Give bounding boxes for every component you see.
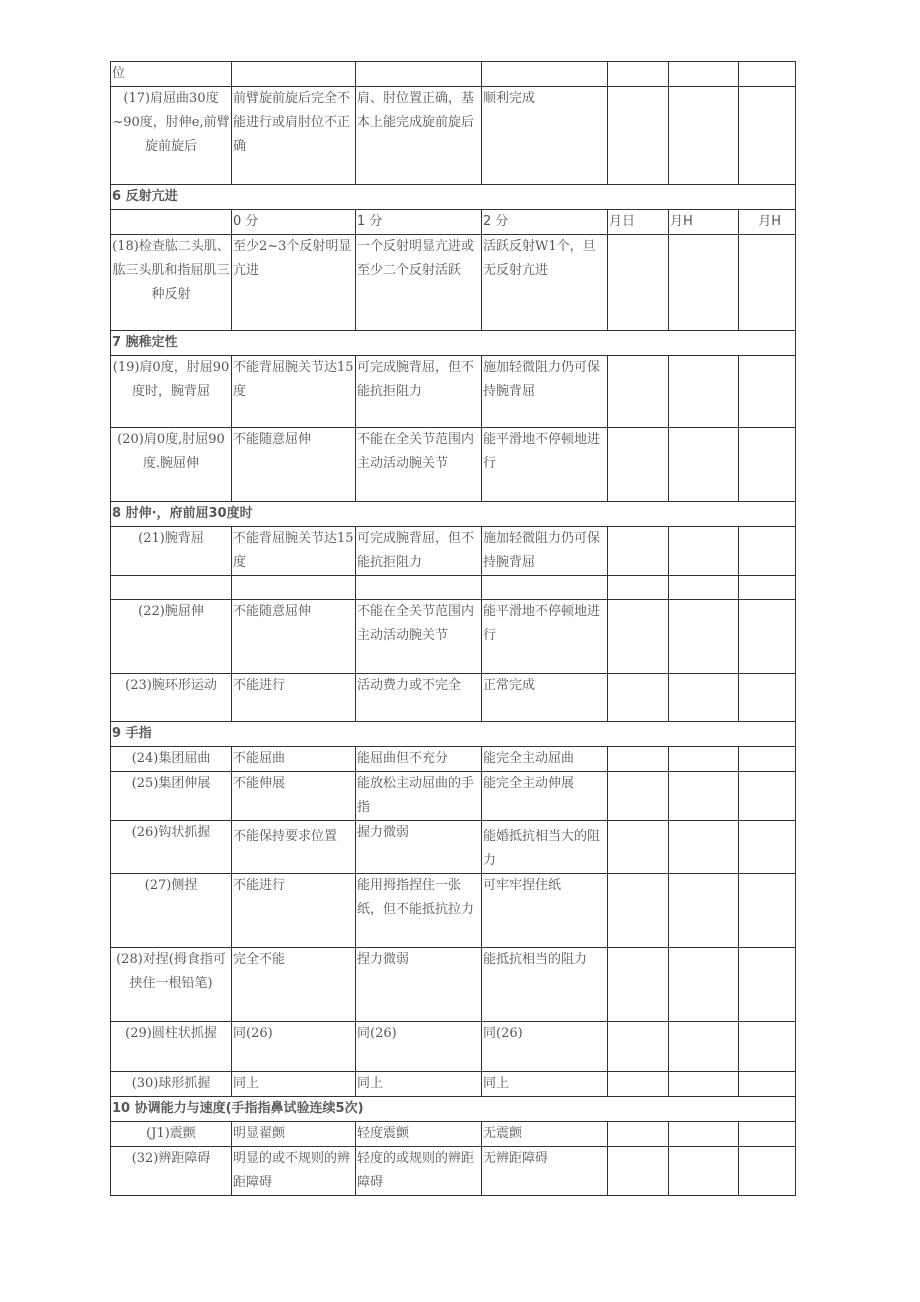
assessment-table xyxy=(110,61,796,1196)
section-title: 10 协调能力与速度(手指指鼻试验连续5次) xyxy=(111,1097,796,1122)
score0-cell: 不能伸展 xyxy=(232,772,356,821)
score1-cell: 肩、肘位置正确，基本上能完成旋前旋后 xyxy=(356,87,482,185)
score1-cell: 活动费力或不完全 xyxy=(356,674,482,722)
score0-cell: 至少2~3个反射明显亢进 xyxy=(232,235,356,331)
score1-cell: 可完成腕背屈，但不能抗拒阻力 xyxy=(356,356,482,428)
score0-cell: 明显的或不规则的辨距障碍 xyxy=(232,1147,356,1196)
section-title: 7 腕稚定性 xyxy=(111,331,796,356)
table-row xyxy=(111,1122,796,1147)
score0-cell: 前臂旋前旋后完全不能进行或肩肘位不正确 xyxy=(232,87,356,185)
score0-cell: 明显翟颤 xyxy=(232,1122,356,1147)
table-row xyxy=(111,235,796,331)
score0-cell: 不能随意屈伸 xyxy=(232,600,356,674)
score2-cell: 顺利完成 xyxy=(482,87,608,185)
score2-cell: 能平滑地不停顿地进行 xyxy=(482,600,608,674)
date-header-1: 月日 xyxy=(608,210,669,235)
score0-cell: 不能背屈腕关节达15度 xyxy=(232,527,356,576)
score1-cell: 可完成腕背屈，但不能抗拒阻力 xyxy=(356,527,482,576)
score1-cell: 能屈曲但不充分 xyxy=(356,747,482,772)
item-cell: (18)检查肱二头肌、肱三头肌和指屈肌三种反射 xyxy=(111,235,232,331)
score2-cell: 能抵抗相当的阻力 xyxy=(482,948,608,1022)
score0-cell: 不能进行 xyxy=(232,874,356,948)
score1-cell: 轻度的或规则的辨距障碍 xyxy=(356,1147,482,1196)
score2-cell: 无辨距障碍 xyxy=(482,1147,608,1196)
score-2-header: 2 分 xyxy=(482,210,608,235)
item-cell: (23)腕环形运动 xyxy=(111,674,232,722)
table-row xyxy=(111,674,796,722)
score2-cell: 活跃反射W1个，旦无反射亢进 xyxy=(482,235,608,331)
item-cell: (26)钩状抓握 xyxy=(111,821,232,874)
section-row xyxy=(111,502,796,527)
score0-cell: 同(26) xyxy=(232,1022,356,1072)
item-cell: (28)对捏(拇食指可挟住一根铅笔) xyxy=(111,948,232,1022)
table-row xyxy=(111,576,796,600)
score1-cell: 一个反射明显亢进或至少二个反射活跃 xyxy=(356,235,482,331)
score0-cell: 不能进行 xyxy=(232,674,356,722)
score2-cell: 施加轻微阻力仍可保持腕背屈 xyxy=(482,527,608,576)
table-row xyxy=(111,428,796,502)
table-row xyxy=(111,772,796,821)
score2-cell: 能完全主动屈曲 xyxy=(482,747,608,772)
score1-cell: 不能在全关节范围内主动活动腕关节 xyxy=(356,428,482,502)
score2-cell: 能婚抵抗相当大的阻力 xyxy=(482,821,608,874)
item-cell: (21)腕背屈 xyxy=(111,527,232,576)
item-cell: (J1)震颤 xyxy=(111,1122,232,1147)
table-row xyxy=(111,87,796,185)
score-0-header: 0 分 xyxy=(232,210,356,235)
table-row xyxy=(111,62,796,87)
score0-cell: 不能随意屈伸 xyxy=(232,428,356,502)
item-cell: (17)肩屈曲30度~90度，肘伸e,前臂旋前旋后 xyxy=(111,87,232,185)
score-header-row xyxy=(111,210,796,235)
section-row xyxy=(111,185,796,210)
section-title: 6 反射亢进 xyxy=(111,185,796,210)
score1-cell: 握力微弱 xyxy=(356,821,482,874)
score2-cell: 能完全主动伸展 xyxy=(482,772,608,821)
section-row xyxy=(111,1097,796,1122)
score0-cell: 完全不能 xyxy=(232,948,356,1022)
table-row xyxy=(111,527,796,576)
table-row xyxy=(111,874,796,948)
score1-cell: 能放松主动屈曲的手指 xyxy=(356,772,482,821)
item-cell: (29)圆柱状抓握 xyxy=(111,1022,232,1072)
score2-cell: 同(26) xyxy=(482,1022,608,1072)
score1-cell: 同上 xyxy=(356,1072,482,1097)
section-row xyxy=(111,331,796,356)
score2-cell: 同上 xyxy=(482,1072,608,1097)
table-row xyxy=(111,948,796,1022)
score2-cell: 无震颤 xyxy=(482,1122,608,1147)
section-row xyxy=(111,722,796,747)
table-row xyxy=(111,821,796,874)
score1-cell: 轻度震颤 xyxy=(356,1122,482,1147)
date-header-2: 月H xyxy=(669,210,739,235)
section-title: 9 手指 xyxy=(111,722,796,747)
score0-cell: 不能背屈腕关节达15度 xyxy=(232,356,356,428)
table-row xyxy=(111,1147,796,1196)
score0-cell: 同上 xyxy=(232,1072,356,1097)
item-cell: (30)球形抓握 xyxy=(111,1072,232,1097)
score2-cell: 能平滑地不停顿地进行 xyxy=(482,428,608,502)
score-1-header: 1 分 xyxy=(356,210,482,235)
score1-cell: 能用拇指捏住一张纸，但不能抵抗拉力 xyxy=(356,874,482,948)
score2-cell: 可牢牢捏住纸 xyxy=(482,874,608,948)
section-title: 8 肘伸·，府前屈30度时 xyxy=(111,502,796,527)
table-row xyxy=(111,1022,796,1072)
score0-cell: 不能保持要求位置 xyxy=(232,821,356,874)
item-cell: (20)肩0度,肘屈90度.腕屈伸 xyxy=(111,428,232,502)
item-cell: 位 xyxy=(111,62,232,87)
table-row xyxy=(111,356,796,428)
score1-cell: 同(26) xyxy=(356,1022,482,1072)
score1-cell: 不能在全关节范围内主动活动腕关节 xyxy=(356,600,482,674)
item-cell: (32)辨距障碍 xyxy=(111,1147,232,1196)
item-cell: (22)腕屈伸 xyxy=(111,600,232,674)
table-row xyxy=(111,1072,796,1097)
item-cell: (25)集团伸展 xyxy=(111,772,232,821)
score1-cell: 捏力微弱 xyxy=(356,948,482,1022)
score2-cell: 施加轻微阻力仍可保持腕背屈 xyxy=(482,356,608,428)
item-cell: (24)集团屈曲 xyxy=(111,747,232,772)
table-row xyxy=(111,600,796,674)
item-cell: (19)肩0度，肘屈90度时，腕背屈 xyxy=(111,356,232,428)
item-cell: (27)侧捏 xyxy=(111,874,232,948)
score2-cell: 正常完成 xyxy=(482,674,608,722)
score0-cell: 不能屈曲 xyxy=(232,747,356,772)
date-header-3: 月H xyxy=(739,210,796,235)
table-row xyxy=(111,747,796,772)
